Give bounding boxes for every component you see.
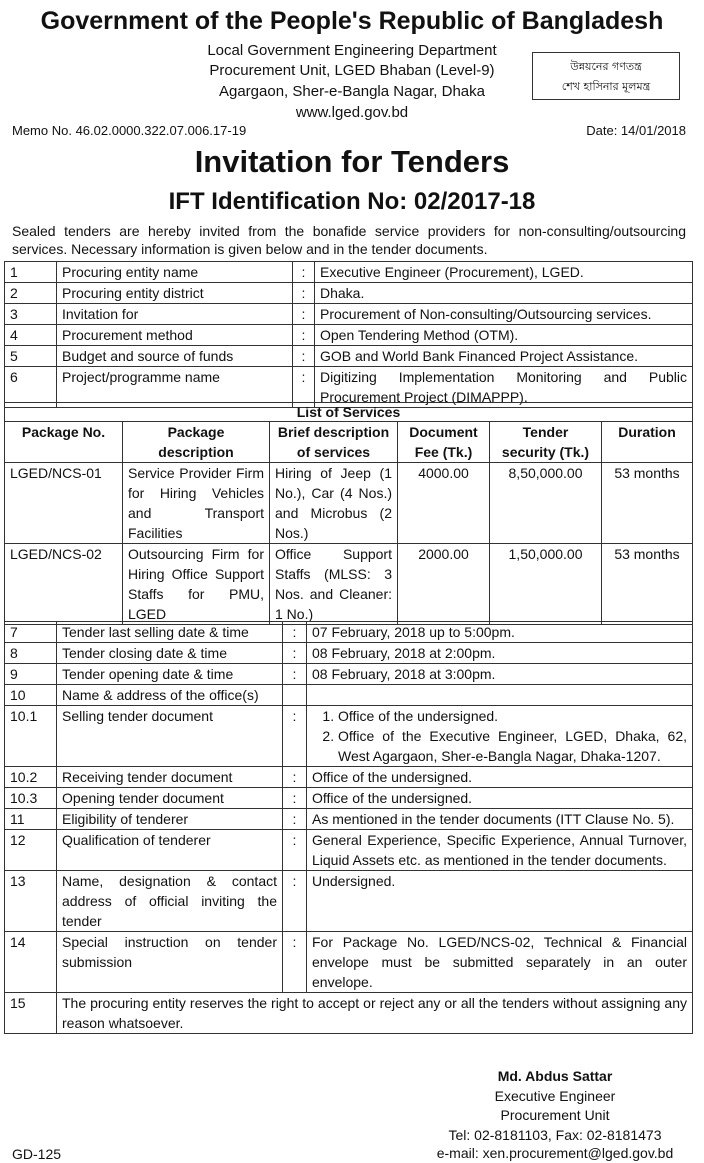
row-colon: :	[283, 788, 307, 809]
row-colon: :	[283, 664, 307, 685]
row-value: Office of the undersigned.	[307, 788, 693, 809]
row-number: 8	[5, 643, 57, 664]
services-table	[4, 402, 693, 625]
row-label: Tender last selling date & time	[57, 622, 283, 643]
row-number: 5	[5, 346, 57, 367]
row-value: 07 February, 2018 up to 5:00pm.	[307, 622, 693, 643]
table-row	[5, 664, 693, 685]
services-title: List of Services	[5, 403, 693, 422]
memo-number: Memo No. 46.02.0000.322.07.006.17-19	[12, 123, 247, 138]
tender-security: 8,50,000.00	[490, 463, 602, 544]
package-description: Service Provider Firm for Hiring Vehicles and Transport Facilities	[123, 463, 270, 544]
table-row	[5, 809, 693, 830]
row-label: Receiving tender document	[57, 767, 283, 788]
row-value: 08 February, 2018 at 3:00pm.	[307, 664, 693, 685]
package-no: LGED/NCS-01	[5, 463, 123, 544]
row-value: The procuring entity reserves the right to accept or reject any or all the tenders without assigning any reason whatsoever.	[57, 993, 693, 1034]
intro-paragraph: Sealed tenders are hereby invited from the bonafide service providers for non-consulting/outsourcing services. Necessary information is given below and in the tender documents.	[12, 223, 686, 257]
row-label: Invitation for	[57, 304, 293, 325]
package-no: LGED/NCS-02	[5, 544, 123, 625]
list-item: 1. Office of the undersigned.	[338, 706, 687, 726]
row-value: As mentioned in the tender documents (ITT Clause No. 5).	[307, 809, 693, 830]
table-row	[5, 283, 693, 304]
row-number: 11	[5, 809, 57, 830]
row-value: Undersigned.	[307, 871, 693, 932]
row-colon: :	[283, 830, 307, 871]
row-number: 4	[5, 325, 57, 346]
notice-date: Date: 14/01/2018	[586, 123, 686, 138]
tender-security: 1,50,000.00	[490, 544, 602, 625]
table-row	[5, 325, 693, 346]
row-colon: :	[283, 932, 307, 993]
row-number: 10.3	[5, 788, 57, 809]
row-number: 1	[5, 262, 57, 283]
table-row	[5, 262, 693, 283]
row-colon: :	[283, 809, 307, 830]
table-row	[5, 685, 693, 706]
row-number: 10	[5, 685, 57, 706]
row-value: Office of the undersigned.	[307, 767, 693, 788]
row-label: Procuring entity name	[57, 262, 293, 283]
table-row	[5, 788, 693, 809]
row-value: For Package No. LGED/NCS-02, Technical & Financial envelope must be submitted separately in an outer envelope.	[307, 932, 693, 993]
header-document-fee: Document Fee (Tk.)	[398, 422, 490, 463]
government-title: Government of the People's Republic of Bangladesh	[40, 7, 664, 35]
table-row	[5, 622, 693, 643]
row-colon: :	[283, 622, 307, 643]
table-row	[5, 830, 693, 871]
header-tender-security: Tender security (Tk.)	[490, 422, 602, 463]
row-colon: :	[283, 706, 307, 767]
row-label: Budget and source of funds	[57, 346, 293, 367]
row-label: Selling tender document	[57, 706, 283, 767]
row-number: 9	[5, 664, 57, 685]
unit-address: Procurement Unit, LGED Bhaban (Level-9)	[209, 62, 495, 79]
table-row	[5, 304, 693, 325]
row-value: Digitizing Implementation Monitoring and Public Procurement Project (DIMAPPP).	[315, 367, 693, 408]
table-row	[5, 643, 693, 664]
row-label: Name & address of the office(s)	[57, 685, 283, 706]
signatory-name: Md. Abdus Sattar	[497, 1068, 613, 1084]
row-number: 12	[5, 830, 57, 871]
table-row	[5, 767, 693, 788]
row-number: 10.1	[5, 706, 57, 767]
row-value: Procurement of Non-consulting/Outsourcing services.	[315, 304, 693, 325]
row-value: GOB and World Bank Financed Project Assistance.	[315, 346, 693, 367]
row-value	[307, 706, 693, 767]
brief-description: Hiring of Jeep (1 No.), Car (4 Nos.) and Microbus (2 Nos.)	[270, 463, 398, 544]
duration: 53 months	[602, 463, 693, 544]
row-label: Procurement method	[57, 325, 293, 346]
signatory-unit: Procurement Unit	[500, 1107, 610, 1123]
row-colon: :	[283, 767, 307, 788]
row-label: Procuring entity district	[57, 283, 293, 304]
table-row	[5, 871, 693, 932]
row-colon: :	[293, 325, 315, 346]
notice-title: Invitation for Tenders	[194, 144, 510, 179]
document-fee: 4000.00	[398, 463, 490, 544]
row-number: 6	[5, 367, 57, 408]
row-value: Open Tendering Method (OTM).	[315, 325, 693, 346]
table-row	[5, 463, 693, 544]
row-label: Special instruction on tender submission	[57, 932, 283, 993]
row-label: Tender closing date & time	[57, 643, 283, 664]
row-value: Dhaka.	[315, 283, 693, 304]
row-colon: :	[293, 304, 315, 325]
website-text: www.lged.gov.bd	[295, 104, 409, 121]
selling-locations-list	[312, 706, 687, 766]
document-fee: 2000.00	[398, 544, 490, 625]
row-colon: :	[293, 262, 315, 283]
header-package-description: Package description	[123, 422, 270, 463]
slogan-line-2: শেখ হাসিনার মূলমন্ত্র	[561, 80, 651, 93]
row-number: 7	[5, 622, 57, 643]
row-colon: :	[293, 346, 315, 367]
table-row	[5, 932, 693, 993]
ift-identification: IFT Identification No: 02/2017-18	[168, 188, 536, 215]
header-package-no: Package No.	[5, 422, 123, 463]
row-label: Opening tender document	[57, 788, 283, 809]
gd-code: GD-125	[12, 1146, 62, 1162]
slogan-box	[532, 52, 680, 100]
table-row	[5, 706, 693, 767]
row-number: 10.2	[5, 767, 57, 788]
signatory-phone: Tel: 02-8181103, Fax: 02-8181473	[448, 1127, 662, 1143]
info-table	[4, 261, 693, 408]
services-header-row	[5, 422, 693, 463]
row-colon: :	[283, 643, 307, 664]
row-number: 14	[5, 932, 57, 993]
department-name: Local Government Engineering Department	[207, 42, 497, 59]
duration: 53 months	[602, 544, 693, 625]
table-row	[5, 544, 693, 625]
details-table	[4, 621, 693, 1034]
header-brief-description: Brief description of services	[270, 422, 398, 463]
table-row	[5, 346, 693, 367]
row-colon: :	[293, 367, 315, 408]
row-label: Eligibility of tenderer	[57, 809, 283, 830]
header-duration: Duration	[602, 422, 693, 463]
row-label: Tender opening date & time	[57, 664, 283, 685]
row-number: 3	[5, 304, 57, 325]
row-number: 15	[5, 993, 57, 1034]
package-description: Outsourcing Firm for Hiring Office Support Staffs for PMU, LGED	[123, 544, 270, 625]
signatory-email: e-mail: xen.procurement@lged.gov.bd	[436, 1145, 674, 1161]
row-number: 2	[5, 283, 57, 304]
row-label: Name, designation & contact address of official inviting the tender	[57, 871, 283, 932]
row-label: Qualification of tenderer	[57, 830, 283, 871]
row-value: General Experience, Specific Experience, Annual Turnover, Liquid Assets etc. as mentioned in the tender documents.	[307, 830, 693, 871]
row-number: 13	[5, 871, 57, 932]
row-value: Executive Engineer (Procurement), LGED.	[315, 262, 693, 283]
slogan-line-1: উন্নয়নের গণতন্ত্র	[570, 60, 642, 73]
row-value: 08 February, 2018 at 2:00pm.	[307, 643, 693, 664]
table-row	[5, 993, 693, 1034]
signatory-designation: Executive Engineer	[494, 1088, 616, 1104]
row-colon: :	[283, 871, 307, 932]
location-address: Agargaon, Sher-e-Bangla Nagar, Dhaka	[218, 83, 485, 100]
row-colon: :	[293, 283, 315, 304]
brief-description: Office Support Staffs (MLSS: 3 Nos. and Cleaner: 1 No.)	[270, 544, 398, 625]
list-item: 2. Office of the Executive Engineer, LGED, Dhaka, 62, West Agargaon, Sher-e-Bangla Nagar, Dhaka-1207.	[338, 726, 687, 766]
row-label: Project/programme name	[57, 367, 293, 408]
